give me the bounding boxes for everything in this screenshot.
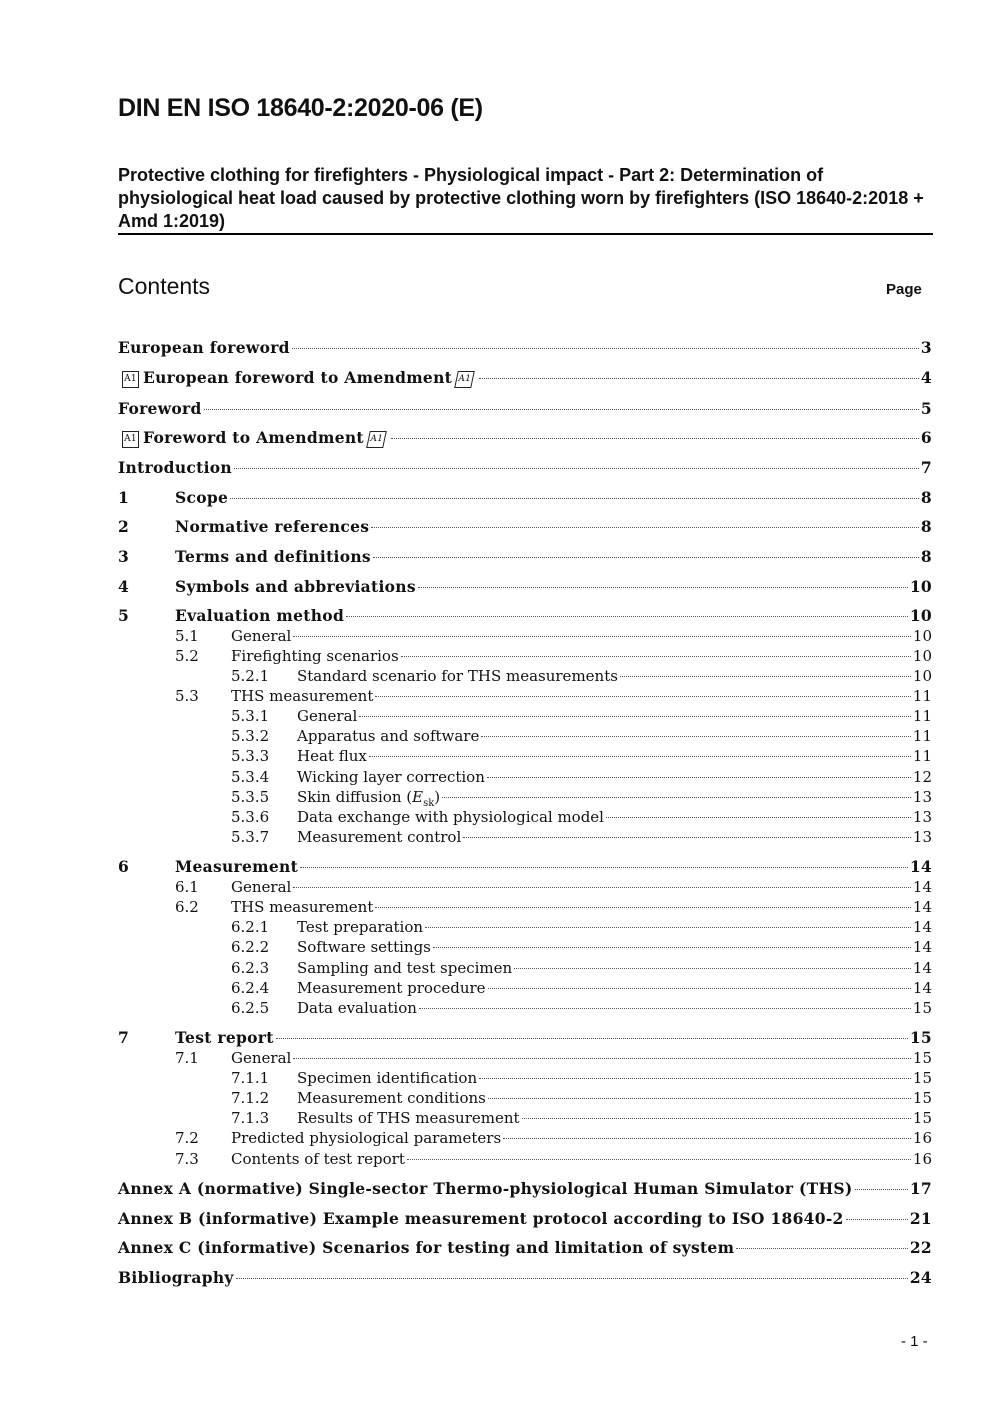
toc-entry-title: THS measurement [231, 898, 374, 916]
dot-leader [488, 988, 911, 989]
toc-entry-title: Results of THS measurement [297, 1109, 520, 1127]
toc-entry-title: Normative references [175, 517, 370, 536]
dot-leader [855, 1189, 908, 1190]
toc-entry[interactable] [118, 517, 932, 537]
toc-entry-title: Standard scenario for THS measurements [297, 667, 618, 685]
toc-entry-number: 6.2 [175, 898, 199, 916]
toc-entry-number: 5.3.7 [231, 828, 270, 846]
toc-entry[interactable] [118, 958, 932, 978]
toc-entry-number: 6.2.2 [231, 938, 270, 956]
toc-entry-page: 10 [909, 606, 932, 625]
dot-leader [846, 1219, 908, 1220]
toc-entry-number: 6.2.5 [231, 999, 270, 1017]
toc-entry-page: 3 [920, 338, 932, 357]
toc-entry[interactable] [118, 1179, 932, 1199]
dot-leader [479, 1078, 911, 1079]
dot-leader [236, 1278, 908, 1279]
toc-entry-page: 10 [909, 577, 932, 596]
toc-entry-number: 5.1 [175, 627, 199, 645]
toc-entry-number: 7.1.2 [231, 1089, 270, 1107]
toc-entry[interactable] [118, 1238, 932, 1258]
toc-entry-page: 24 [909, 1268, 932, 1287]
toc-entry-page: 4 [920, 368, 932, 387]
toc-entry[interactable] [118, 827, 932, 847]
toc-entry-page: 14 [912, 959, 932, 977]
dot-leader [463, 837, 911, 838]
toc-entry-number: 6.2.3 [231, 959, 270, 977]
toc-entry-number: 1 [118, 488, 130, 507]
toc-entry-page: 14 [912, 979, 932, 997]
dot-leader [620, 676, 911, 677]
toc-entry-number: 5.2.1 [231, 667, 270, 685]
dot-leader [514, 968, 911, 969]
toc-entry-title: Introduction [118, 458, 232, 477]
toc-entry-page: 8 [920, 517, 932, 536]
toc-entry-page: 11 [912, 747, 932, 765]
page-column-heading: Page [886, 281, 922, 298]
toc-entry[interactable] [118, 877, 932, 897]
dot-leader [522, 1118, 911, 1119]
toc-entry-title: Contents of test report [231, 1150, 405, 1168]
toc-entry-title: Data exchange with physiological model [297, 808, 604, 826]
dot-leader [488, 1098, 911, 1099]
toc-entry-number: 4 [118, 577, 130, 596]
toc-entry-page: 15 [912, 1089, 932, 1107]
toc-entry-page: 16 [912, 1129, 932, 1147]
dot-leader [369, 756, 911, 757]
amendment-start-marker-icon: A1 [122, 431, 139, 448]
toc-entry[interactable] [118, 626, 932, 646]
dot-leader [425, 927, 911, 928]
dot-leader [407, 1159, 911, 1160]
toc-entry-title: General [231, 1049, 292, 1067]
toc-entry-page: 14 [909, 857, 932, 876]
toc-entry-number: 5.3.3 [231, 747, 270, 765]
toc-entry-title: Firefighting scenarios [231, 647, 399, 665]
dot-leader [230, 498, 919, 499]
toc-entry[interactable] [118, 1088, 932, 1108]
toc-entry-title: Scope [175, 488, 229, 507]
toc-entry[interactable] [118, 458, 932, 478]
dot-leader [293, 887, 911, 888]
toc-entry[interactable] [118, 1128, 932, 1148]
toc-entry-title: Specimen identification [297, 1069, 478, 1087]
toc-entry-title: Annex B (informative) Example measurement protocol according to ISO 18640-2 [118, 1209, 844, 1228]
toc-entry-title: THS measurement [231, 687, 374, 705]
toc-entry-number: 7 [118, 1028, 130, 1047]
dot-leader [487, 777, 911, 778]
toc-entry-number: 6.2.1 [231, 918, 270, 936]
toc-entry-title: Predicted physiological parameters [231, 1129, 502, 1147]
amendment-end-marker-icon: A1 [454, 371, 475, 388]
toc-entry-number: 5 [118, 606, 130, 625]
dot-leader [503, 1138, 911, 1139]
title-rule [118, 233, 933, 235]
dot-leader [606, 817, 911, 818]
toc-entry[interactable] [118, 428, 932, 448]
dot-leader [375, 907, 911, 908]
toc-entry-page: 15 [912, 999, 932, 1017]
toc-entry[interactable] [118, 1028, 932, 1048]
toc-entry-number: 6 [118, 857, 130, 876]
toc-entry-title: Test report [175, 1028, 274, 1047]
toc-entry-number: 5.2 [175, 647, 199, 665]
toc-entry[interactable] [118, 706, 932, 726]
page-number: - 1 - [901, 1333, 928, 1350]
dot-leader [418, 587, 908, 588]
toc-entry[interactable] [118, 646, 932, 666]
toc-entry-number: 7.3 [175, 1150, 199, 1168]
toc-entry-title: Foreword [118, 399, 202, 418]
toc-entry-title: European foreword [118, 338, 290, 357]
toc-entry-page: 13 [912, 788, 932, 806]
toc-entry-title: Annex C (informative) Scenarios for testing and limitation of system [118, 1238, 735, 1257]
toc-entry-title: Measurement control [297, 828, 462, 846]
toc-entry-number: 5.3.6 [231, 808, 270, 826]
dot-leader [373, 557, 919, 558]
dot-leader [276, 1038, 908, 1039]
dot-leader [433, 947, 911, 948]
toc-entry-page: 17 [909, 1179, 932, 1198]
toc-entry-title: Wicking layer correction [297, 768, 485, 786]
toc-entry-number: 5.3.1 [231, 707, 270, 725]
toc-entry[interactable] [118, 857, 932, 877]
toc-entry-page: 12 [912, 768, 932, 786]
toc-entry[interactable] [118, 726, 932, 746]
toc-entry-title: Measurement conditions [297, 1089, 486, 1107]
toc-entry-page: 10 [912, 667, 932, 685]
toc-entry[interactable] [118, 1149, 932, 1169]
toc-entry-title: Heat flux [297, 747, 367, 765]
toc-entry-title: General [297, 707, 358, 725]
toc-entry[interactable] [118, 746, 932, 766]
toc-entry[interactable] [118, 488, 932, 508]
toc-entry-page: 14 [912, 898, 932, 916]
toc-entry-title: Terms and definitions [175, 547, 371, 566]
toc-entry[interactable] [118, 1108, 932, 1128]
toc-entry-title: Measurement [175, 857, 299, 876]
toc-entry-page: 10 [912, 647, 932, 665]
toc-entry-page: 22 [909, 1238, 932, 1257]
toc-entry-page: 6 [920, 428, 932, 447]
dot-leader [204, 409, 919, 410]
toc-entry-number: 6.2.4 [231, 979, 270, 997]
toc-entry-number: 7.2 [175, 1129, 199, 1147]
toc-entry[interactable] [118, 606, 932, 626]
toc-entry-title: Bibliography [118, 1268, 234, 1287]
toc-entry-page: 21 [909, 1209, 932, 1228]
toc-entry[interactable] [118, 787, 932, 807]
toc-entry-page: 11 [912, 687, 932, 705]
toc-entry-title: Annex A (normative) Single-sector Thermo-physiological Human Simulator (THS) [118, 1179, 853, 1198]
toc-entry[interactable] [118, 368, 932, 388]
toc-entry-number: 7.1.3 [231, 1109, 270, 1127]
toc-entry[interactable] [118, 937, 932, 957]
toc-entry-page: 11 [912, 727, 932, 745]
dot-leader [375, 696, 911, 697]
toc-entry[interactable] [118, 767, 932, 787]
dot-leader [359, 716, 911, 717]
toc-entry-page: 15 [912, 1069, 932, 1087]
toc-entry-number: 3 [118, 547, 130, 566]
toc-entry-title: Evaluation method [175, 606, 345, 625]
toc-entry-page: 16 [912, 1150, 932, 1168]
toc-entry-title: Measurement procedure [297, 979, 486, 997]
dot-leader [736, 1248, 908, 1249]
toc-entry-title: Data evaluation [297, 999, 417, 1017]
dot-leader [234, 468, 919, 469]
toc-entry-number: 5.3.2 [231, 727, 270, 745]
toc-entry-page: 15 [912, 1109, 932, 1127]
toc-entry-page: 7 [920, 458, 932, 477]
toc-entry-title: Skin diffusion $(E_{sk})$ [297, 788, 441, 809]
toc-entry-number: 5.3 [175, 687, 199, 705]
toc-entry-page: 13 [912, 808, 932, 826]
toc-entry[interactable] [118, 1209, 932, 1229]
toc-entry-title: General [231, 627, 292, 645]
dot-leader [481, 736, 911, 737]
toc-entry-page: 11 [912, 707, 932, 725]
toc-entry-page: 5 [920, 399, 932, 418]
toc-entry[interactable] [118, 1068, 932, 1088]
amendment-start-marker-icon: A1 [122, 371, 139, 388]
toc-entry[interactable] [118, 577, 932, 597]
dot-leader [401, 656, 911, 657]
dot-leader [300, 867, 908, 868]
dot-leader [293, 1058, 911, 1059]
toc-entry-number: 5.3.4 [231, 768, 270, 786]
dot-leader [371, 527, 919, 528]
document-title: DIN EN ISO 18640-2:2020-06 (E) [118, 94, 483, 122]
dot-leader [419, 1008, 911, 1009]
toc-entry-number: 7.1 [175, 1049, 199, 1067]
toc-entry[interactable] [118, 807, 932, 827]
toc-entry-number: 6.1 [175, 878, 199, 896]
toc-entry[interactable] [118, 686, 932, 706]
dot-leader [442, 797, 911, 798]
toc-entry[interactable] [118, 1268, 932, 1288]
toc-entry-title: Test preparation [297, 918, 424, 936]
toc-entry-page: 8 [920, 547, 932, 566]
toc-entry-number: 2 [118, 517, 130, 536]
dot-leader [292, 348, 919, 349]
toc-entry-title: Software settings [297, 938, 431, 956]
toc-entry-page: 14 [912, 938, 932, 956]
document-subtitle: Protective clothing for firefighters - Physiological impact - Part 2: Determination of physiological heat load caused by protective clothing worn by firefighters (ISO 18640-2:2018 + Amd 1:2019) [118, 165, 924, 231]
toc-entry[interactable] [118, 1048, 932, 1068]
toc-entry-page: 8 [920, 488, 932, 507]
toc-entry[interactable] [118, 998, 932, 1018]
toc-entry[interactable] [118, 399, 932, 419]
toc-entry-number: 5.3.5 [231, 788, 270, 806]
toc-entry-title: Apparatus and software [297, 727, 480, 745]
toc-entry-title: General [231, 878, 292, 896]
toc-entry[interactable] [118, 547, 932, 567]
dot-leader [391, 438, 919, 439]
dot-leader [293, 636, 911, 637]
toc-entry[interactable] [118, 666, 932, 686]
toc-entry-page: 15 [909, 1028, 932, 1047]
toc-entry-page: 10 [912, 627, 932, 645]
toc-entry-number: 7.1.1 [231, 1069, 270, 1087]
toc-entry[interactable] [118, 978, 932, 998]
toc-entry-title: European foreword to Amendment [143, 368, 453, 387]
toc-entry-page: 14 [912, 878, 932, 896]
toc-entry[interactable] [118, 338, 932, 358]
toc-entry-title: Symbols and abbreviations [175, 577, 416, 596]
contents-heading: Contents [118, 273, 211, 299]
toc-entry-title: Foreword to Amendment [143, 428, 364, 447]
dot-leader [346, 616, 908, 617]
amendment-end-marker-icon: A1 [366, 431, 387, 448]
toc-entry[interactable] [118, 917, 932, 937]
toc-entry-page: 13 [912, 828, 932, 846]
toc-entry[interactable] [118, 897, 932, 917]
toc-entry-title: Sampling and test specimen [297, 959, 513, 977]
toc-entry-page: 14 [912, 918, 932, 936]
toc-entry-page: 15 [912, 1049, 932, 1067]
dot-leader [479, 378, 919, 379]
